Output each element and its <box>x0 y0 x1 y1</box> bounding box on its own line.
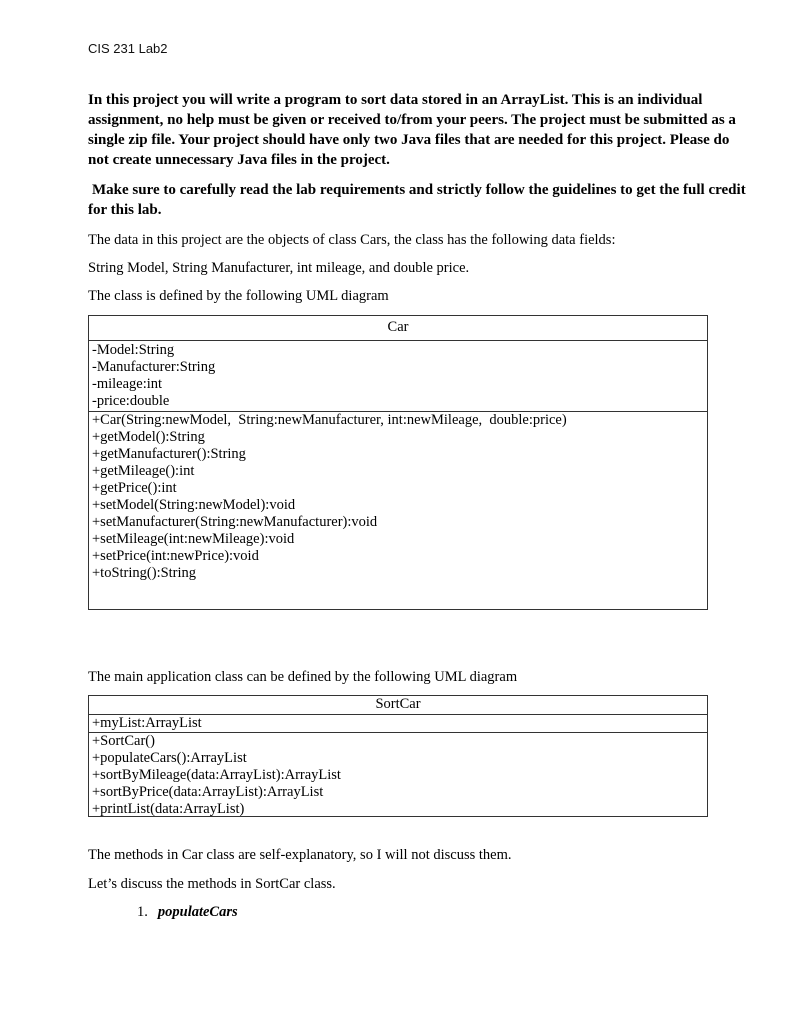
data-fields-paragraph: String Model, String Manufacturer, int mileage, and double price. <box>88 260 470 276</box>
intro-paragraph: In this project you will write a program to sort data stored in an ArrayList. This is an individual assignment, no help must be given or received to/from your peers. The project must be submitted as a single zip file. Your project should have only two Java files that are needed for this project. Please do not create unnecessary Java files in the project. <box>88 92 736 168</box>
list-item <box>137 904 238 921</box>
uml-field: -Manufacturer:String <box>92 359 216 375</box>
uml-field: -price:double <box>92 393 170 409</box>
uml-method: +SortCar() <box>92 733 155 749</box>
uml-method: +toString():String <box>92 565 197 581</box>
main-class-intro-paragraph: The main application class can be defined by the following UML diagram <box>88 669 518 685</box>
uml-method: +getPrice():int <box>92 480 177 496</box>
uml-method: +sortByMileage(data:ArrayList):ArrayList <box>92 767 341 783</box>
car-uml-fields <box>89 341 707 412</box>
uml-method: +sortByPrice(data:ArrayList):ArrayList <box>92 784 324 800</box>
car-uml-diagram <box>88 315 708 610</box>
requirements-paragraph: Make sure to carefully read the lab requirements and strictly follow the guidelines to get the full credit for this lab. <box>88 182 746 218</box>
sortcar-uml-title: SortCar <box>89 696 707 715</box>
sortcar-uml-diagram <box>88 695 708 817</box>
uml-method: +setModel(String:newModel):void <box>92 497 296 513</box>
document-header: CIS 231 Lab2 <box>88 41 168 56</box>
sortcar-methods-intro: Let’s discuss the methods in SortCar class. <box>88 876 336 892</box>
uml-method: +setManufacturer(String:newManufacturer):void <box>92 514 378 530</box>
list-item-number: 1. <box>137 904 148 920</box>
uml-method: +setMileage(int:newMileage):void <box>92 531 295 547</box>
uml-method: +Car(String:newModel, String:newManufacturer, int:newMileage, double:price) <box>92 412 567 428</box>
list-item-term: populateCars <box>157 904 238 920</box>
data-description-paragraph: The data in this project are the objects of class Cars, the class has the following data fields: <box>88 232 616 248</box>
uml-method: +populateCars():ArrayList <box>92 750 247 766</box>
uml-intro-paragraph: The class is defined by the following UML diagram <box>88 288 389 304</box>
sortcar-uml-fields <box>89 715 707 733</box>
car-uml-methods <box>89 412 707 582</box>
uml-field: +myList:ArrayList <box>92 715 202 731</box>
car-uml-title: Car <box>89 316 707 341</box>
uml-method: +setPrice(int:newPrice):void <box>92 548 259 564</box>
uml-method: +getManufacturer():String <box>92 446 246 462</box>
uml-field: -mileage:int <box>92 376 163 392</box>
sortcar-uml-methods <box>89 733 707 818</box>
uml-method: +printList(data:ArrayList) <box>92 801 245 817</box>
uml-method: +getModel():String <box>92 429 205 445</box>
uml-field: -Model:String <box>92 342 175 358</box>
car-methods-note: The methods in Car class are self-explanatory, so I will not discuss them. <box>88 847 512 863</box>
uml-method: +getMileage():int <box>92 463 195 479</box>
